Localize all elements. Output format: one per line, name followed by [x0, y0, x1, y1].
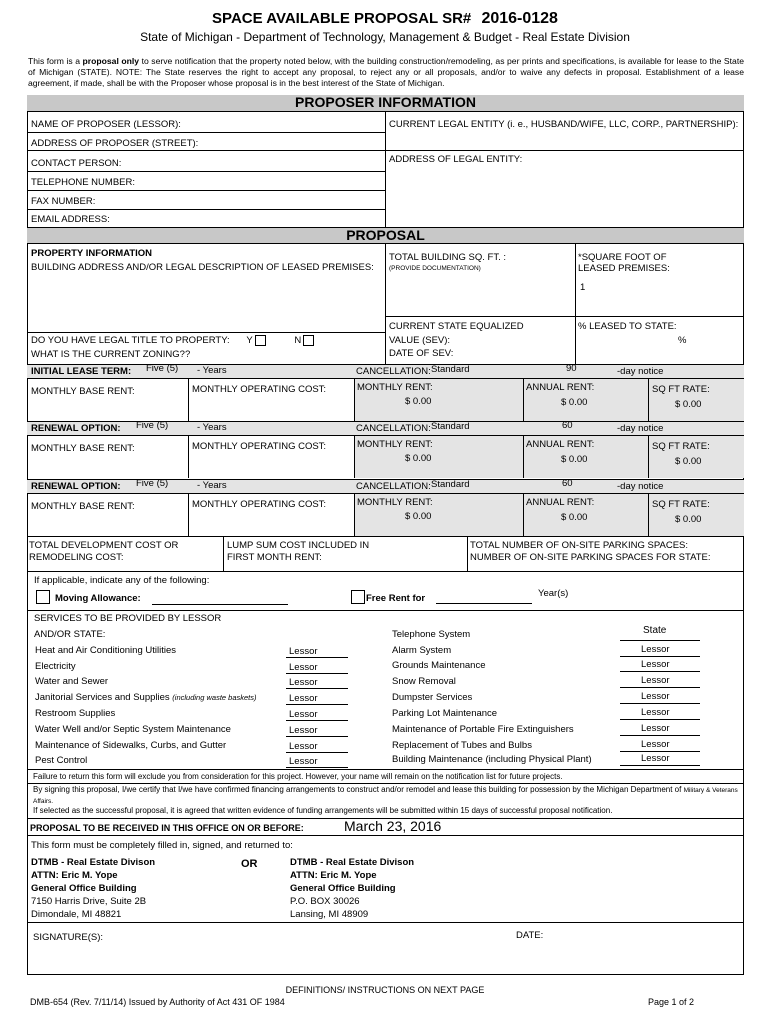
service-left-field[interactable] — [286, 657, 348, 658]
service-right-item: Dumpster Services — [392, 692, 473, 703]
term-label: INITIAL LEASE TERM: — [31, 366, 132, 377]
monthly-rent-value: $ 0.00 — [405, 453, 432, 464]
contact-person-label[interactable]: CONTACT PERSON: — [31, 158, 122, 169]
divider — [27, 835, 744, 836]
service-left-item — [35, 676, 108, 687]
annual-rent-label: ANNUAL RENT: — [526, 497, 595, 508]
state-column-label: State — [643, 625, 667, 636]
divider — [27, 536, 744, 537]
lump-sum-label[interactable]: LUMP SUM COST INCLUDED IN FIRST MONTH RENT: — [227, 540, 370, 563]
monthly-rent-value: $ 0.00 — [405, 511, 432, 522]
divider — [354, 436, 355, 478]
divider — [27, 783, 744, 784]
annual-rent-value: $ 0.00 — [561, 454, 588, 465]
divider — [27, 922, 744, 923]
date-label[interactable]: DATE: — [516, 930, 544, 941]
notice-label: -day notice — [617, 423, 664, 434]
address-line: General Office Building — [31, 883, 137, 894]
cancellation-type: Standard — [431, 479, 470, 490]
divider — [467, 536, 468, 571]
service-left-field[interactable] — [286, 767, 348, 768]
service-right-field[interactable] — [620, 656, 700, 657]
term-years: - Years — [197, 365, 227, 376]
service-name: Pest Control — [35, 755, 88, 766]
term-duration: Five (5) — [136, 420, 169, 431]
selected-note: If selected as the successful proposal, it is agreed that written evidence of funding arrangements will be submitted within 15 days of successful proposal notification. — [33, 806, 613, 815]
service-right-field[interactable] — [620, 735, 700, 736]
annual-rent-value: $ 0.00 — [561, 397, 588, 408]
notice-days: 60 — [562, 478, 573, 489]
legal-title-label — [31, 335, 314, 346]
term-duration: Five (5) — [136, 478, 169, 489]
dev-cost-label[interactable]: TOTAL DEVELOPMENT COST OR REMODELING COST: — [29, 540, 179, 563]
service-left-field[interactable] — [286, 688, 348, 689]
cancellation-label: CANCELLATION: — [356, 366, 431, 377]
annual-rent-label: ANNUAL RENT: — [526, 439, 595, 450]
cancellation-label: CANCELLATION: — [356, 423, 431, 434]
proposer-header: PROPOSER INFORMATION — [27, 95, 744, 112]
service-name: Water Well and/or Septic System Maintenance — [35, 724, 231, 735]
service-note: (including waste baskets) — [172, 693, 257, 702]
complete-instruction: This form must be completely filled in, signed, and returned to: — [31, 840, 293, 851]
zoning-label[interactable]: WHAT IS THE CURRENT ZONING?? — [31, 349, 191, 360]
divider — [27, 209, 385, 210]
term-years: - Years — [197, 422, 227, 433]
divider — [385, 244, 386, 364]
service-name: Water and Sewer — [35, 676, 109, 687]
receipt-label: PROPOSAL TO BE RECEIVED IN THIS OFFICE ON OR BEFORE: — [30, 823, 304, 833]
free-rent-checkbox[interactable] — [351, 590, 365, 604]
divider — [523, 436, 524, 478]
no-checkbox[interactable] — [303, 335, 314, 346]
divider — [648, 494, 649, 536]
services-title: SERVICES TO BE PROVIDED BY LESSOR — [34, 613, 222, 624]
divider — [385, 316, 744, 317]
services-title-2: AND/OR STATE: — [34, 629, 106, 640]
divider — [27, 150, 744, 151]
intro-a: This form is a — [28, 56, 83, 66]
service-left-value: Lessor — [289, 662, 318, 673]
service-left-item — [35, 724, 231, 735]
divider — [27, 571, 744, 572]
form-title — [0, 10, 770, 28]
service-right-field[interactable] — [620, 671, 700, 672]
yes-label: Y — [246, 335, 253, 347]
service-left-value: Lessor — [289, 677, 318, 688]
monthly-operating-cost-label[interactable]: MONTHLY OPERATING COST: — [192, 499, 327, 510]
service-right-value: Lessor — [641, 723, 670, 734]
page-number: Page 1 of 2 — [648, 997, 695, 1007]
sqft-rate-value: $ 0.00 — [675, 456, 702, 467]
service-name: Janitorial Services and Supplies — [35, 692, 173, 703]
service-left-field[interactable] — [286, 720, 348, 721]
address-line: DTMB - Real Estate Divison — [290, 857, 415, 868]
address-line: P.O. BOX 30026 — [290, 896, 360, 907]
divider — [27, 190, 385, 191]
divider — [27, 769, 744, 770]
or-label: OR — [241, 858, 258, 870]
total-sqft-label[interactable]: TOTAL BUILDING SQ. FT. : — [389, 252, 507, 263]
service-left-item — [35, 755, 87, 766]
service-right-value: Lessor — [641, 691, 670, 702]
service-left-value: Lessor — [289, 709, 318, 720]
address-dimondale — [31, 856, 155, 921]
receipt-date: March 23, 2016 — [344, 818, 442, 834]
monthly-rent-label: MONTHLY RENT: — [357, 497, 433, 508]
address-line: Lansing, MI 48909 — [290, 909, 369, 920]
divider — [27, 132, 385, 133]
divider — [523, 494, 524, 536]
sev-label[interactable]: CURRENT STATE EQUALIZED VALUE (SEV): — [389, 321, 524, 346]
service-left-value: Lessor — [289, 693, 318, 704]
divider — [354, 379, 355, 421]
sqft-rate-label: SQ FT RATE: — [652, 499, 710, 510]
address-lansing — [290, 856, 414, 921]
pct-leased-label[interactable]: % LEASED TO STATE: — [578, 321, 677, 332]
divider — [188, 436, 189, 478]
cancellation-type: Standard — [431, 364, 470, 375]
address-line: 7150 Harris Drive, Suite 2B — [31, 896, 147, 907]
divider — [648, 379, 649, 421]
service-right-value: Lessor — [641, 644, 670, 655]
sev-date-label[interactable]: DATE OF SEV: — [389, 348, 454, 359]
parking-total-label[interactable]: TOTAL NUMBER OF ON-SITE PARKING SPACES: — [470, 540, 689, 551]
service-name: Maintenance of Sidewalks, Curbs, and Gutter — [35, 740, 227, 751]
department-name: Military & Veterans Affairs. — [33, 787, 738, 805]
service-left-value: Lessor — [289, 725, 318, 736]
service-right-field[interactable] — [620, 751, 700, 752]
service-left-value: Lessor — [289, 646, 318, 657]
service-left-item — [35, 661, 76, 672]
next-page-note: DEFINITIONS/ INSTRUCTIONS ON NEXT PAGE — [285, 985, 485, 995]
free-rent-field[interactable] — [436, 603, 532, 604]
sqft-rate-value: $ 0.00 — [675, 514, 702, 525]
service-right-item: Building Maintenance (including Physical Plant) — [392, 754, 592, 765]
service-right-value: Lessor — [641, 753, 670, 764]
address-line: ATTN: Eric M. Yope — [31, 870, 118, 881]
service-right-field[interactable] — [620, 687, 700, 688]
sqft-rate-value: $ 0.00 — [675, 399, 702, 410]
building-address-label[interactable]: BUILDING ADDRESS AND/OR LEGAL DESCRIPTION OF LEASED PREMISES: — [31, 262, 374, 273]
service-left-field[interactable] — [286, 673, 348, 674]
parking-state-label[interactable]: NUMBER OF ON-SITE PARKING SPACES FOR STATE: — [470, 552, 711, 563]
monthly-rent-value: $ 0.00 — [405, 396, 432, 407]
notice-days: 60 — [562, 420, 573, 431]
intro-bold: proposal only — [82, 56, 140, 66]
service-right-item: Grounds Maintenance — [392, 660, 486, 671]
provide-doc-note: (PROVIDE DOCUMENTATION) — [389, 265, 481, 272]
notice-label: -day notice — [617, 366, 664, 377]
divider — [354, 494, 355, 536]
intro-b: to serve notification that the property noted below, with the building construction/remodeling, as per prints and specifications, is available for lease to the State of Michigan (STATE). NOTE: The State reserves the right to accept any proposal, to reject any or all proposals, and/or to waive any defects in proposal. Establishment of a lease agreement, if made, shall be with the Proposer whose proposal is in the best interest of the State of Michigan. — [28, 56, 744, 88]
service-right-field[interactable] — [620, 719, 700, 720]
service-left-field[interactable] — [286, 736, 348, 737]
service-name: Heat and Air Conditioning Utilities — [35, 645, 176, 656]
service-right-item: Maintenance of Portable Fire Extinguishers — [392, 724, 574, 735]
moving-allowance-checkbox[interactable] — [36, 590, 50, 604]
service-left-value: Lessor — [289, 756, 318, 767]
monthly-base-rent-label[interactable]: MONTHLY BASE RENT: — [31, 443, 135, 454]
moving-allowance-label: Moving Allowance: — [55, 593, 141, 604]
service-right-value: Lessor — [641, 739, 670, 750]
divider — [575, 244, 576, 364]
service-right-field[interactable] — [620, 765, 700, 766]
monthly-base-rent-label[interactable]: MONTHLY BASE RENT: — [31, 386, 135, 397]
service-right-value: Lessor — [641, 659, 670, 670]
form-number: DMB-654 (Rev. 7/11/14) Issued by Authority of Act 431 OF 1984 — [30, 997, 285, 1007]
fax-label[interactable]: FAX NUMBER: — [31, 196, 96, 207]
notice-label: -day notice — [617, 481, 664, 492]
monthly-operating-cost-label[interactable]: MONTHLY OPERATING COST: — [192, 384, 327, 395]
service-left-item — [35, 740, 226, 751]
title-text: SPACE AVAILABLE PROPOSAL SR# — [212, 10, 472, 27]
monthly-rent-label: MONTHLY RENT: — [357, 439, 433, 450]
term-years: - Years — [197, 480, 227, 491]
signing-note — [33, 785, 738, 807]
cancellation-type: Standard — [431, 421, 470, 432]
address-line: Dimondale, MI 48821 — [31, 909, 122, 920]
service-left-field[interactable] — [286, 704, 348, 705]
service-name: Electricity — [35, 661, 76, 672]
cancellation-label: CANCELLATION: — [356, 481, 431, 492]
divider — [385, 112, 386, 227]
monthly-rent-label: MONTHLY RENT: — [357, 382, 433, 393]
term-label: RENEWAL OPTION: — [31, 423, 121, 434]
service-left-item — [35, 708, 115, 719]
service-name: Restroom Supplies — [35, 708, 116, 719]
divider — [27, 171, 385, 172]
sqft-leased-value: 1 — [580, 282, 586, 293]
divider — [523, 379, 524, 421]
annual-rent-value: $ 0.00 — [561, 512, 588, 523]
sqft-rate-label: SQ FT RATE: — [652, 384, 710, 395]
sr-number: 2016-0128 — [481, 10, 558, 27]
telephone-label[interactable]: TELEPHONE NUMBER: — [31, 177, 135, 188]
legal-entity-label[interactable]: CURRENT LEGAL ENTITY (i. e., HUSBAND/WIFE, LLC, CORP., PARTNERSHIP): — [389, 119, 739, 130]
address-line: DTMB - Real Estate Divison — [31, 857, 156, 868]
service-right-item: Telephone System — [392, 629, 471, 640]
free-rent-years: Year(s) — [538, 588, 569, 599]
no-label: N — [294, 335, 302, 347]
signatures-label[interactable]: SIGNATURE(S): — [33, 932, 104, 943]
divider — [27, 332, 385, 333]
address-line: General Office Building — [290, 883, 396, 894]
service-right-item: Parking Lot Maintenance — [392, 708, 498, 719]
email-label[interactable]: EMAIL ADDRESS: — [31, 214, 110, 225]
service-right-field[interactable] — [620, 640, 700, 641]
signing-text: By signing this proposal, I/we certify that I/we have confirmed financing arrangements to construct and/or remodel and lease this building for possession by the Michigan Department of — [33, 785, 684, 794]
yes-checkbox[interactable] — [255, 335, 266, 346]
service-right-value: Lessor — [641, 675, 670, 686]
form-subtitle: State of Michigan - Department of Technology, Management & Budget - Real Estate Division — [140, 30, 630, 44]
legal-title-text: DO YOU HAVE LEGAL TITLE TO PROPERTY: — [31, 335, 230, 347]
free-rent-label: Free Rent for — [366, 593, 426, 604]
failure-note: Failure to return this form will exclude you from consideration for this project. However, your name will remain on the notification list for future projects. — [33, 772, 563, 781]
service-left-item — [35, 645, 176, 656]
pct-leased-value: % — [678, 335, 687, 346]
divider — [188, 379, 189, 421]
proposer-name-label[interactable]: NAME OF PROPOSER (LESSOR): — [31, 119, 181, 130]
annual-rent-label: ANNUAL RENT: — [526, 382, 595, 393]
service-right-item: Snow Removal — [392, 676, 456, 687]
notice-days: 90 — [566, 363, 577, 374]
proposer-address-label[interactable]: ADDRESS OF PROPOSER (STREET): — [31, 138, 199, 149]
service-left-value: Lessor — [289, 741, 318, 752]
service-left-item — [35, 692, 257, 703]
legal-entity-address-label[interactable]: ADDRESS OF LEGAL ENTITY: — [389, 154, 523, 165]
divider — [188, 494, 189, 536]
service-right-value: Lessor — [641, 707, 670, 718]
service-right-field[interactable] — [620, 703, 700, 704]
if-applicable-label: If applicable, indicate any of the following: — [34, 575, 210, 586]
term-duration: Five (5) — [146, 363, 179, 374]
monthly-base-rent-label[interactable]: MONTHLY BASE RENT: — [31, 501, 135, 512]
term-label: RENEWAL OPTION: — [31, 481, 121, 492]
address-line: ATTN: Eric M. Yope — [290, 870, 377, 881]
proposal-header: PROPOSAL — [27, 227, 744, 244]
sqft-rate-label: SQ FT RATE: — [652, 441, 710, 452]
moving-allowance-field[interactable] — [152, 604, 288, 605]
property-info-heading: PROPERTY INFORMATION — [31, 248, 153, 259]
monthly-operating-cost-label[interactable]: MONTHLY OPERATING COST: — [192, 441, 327, 452]
divider — [27, 610, 744, 611]
intro-paragraph — [28, 56, 744, 89]
divider — [648, 436, 649, 478]
divider — [223, 536, 224, 571]
service-right-item: Alarm System — [392, 645, 452, 656]
service-right-item: Replacement of Tubes and Bulbs — [392, 740, 532, 751]
service-left-field[interactable] — [286, 752, 348, 753]
sqft-leased-label[interactable]: *SQUARE FOOT OF LEASED PREMISES: — [578, 252, 670, 274]
